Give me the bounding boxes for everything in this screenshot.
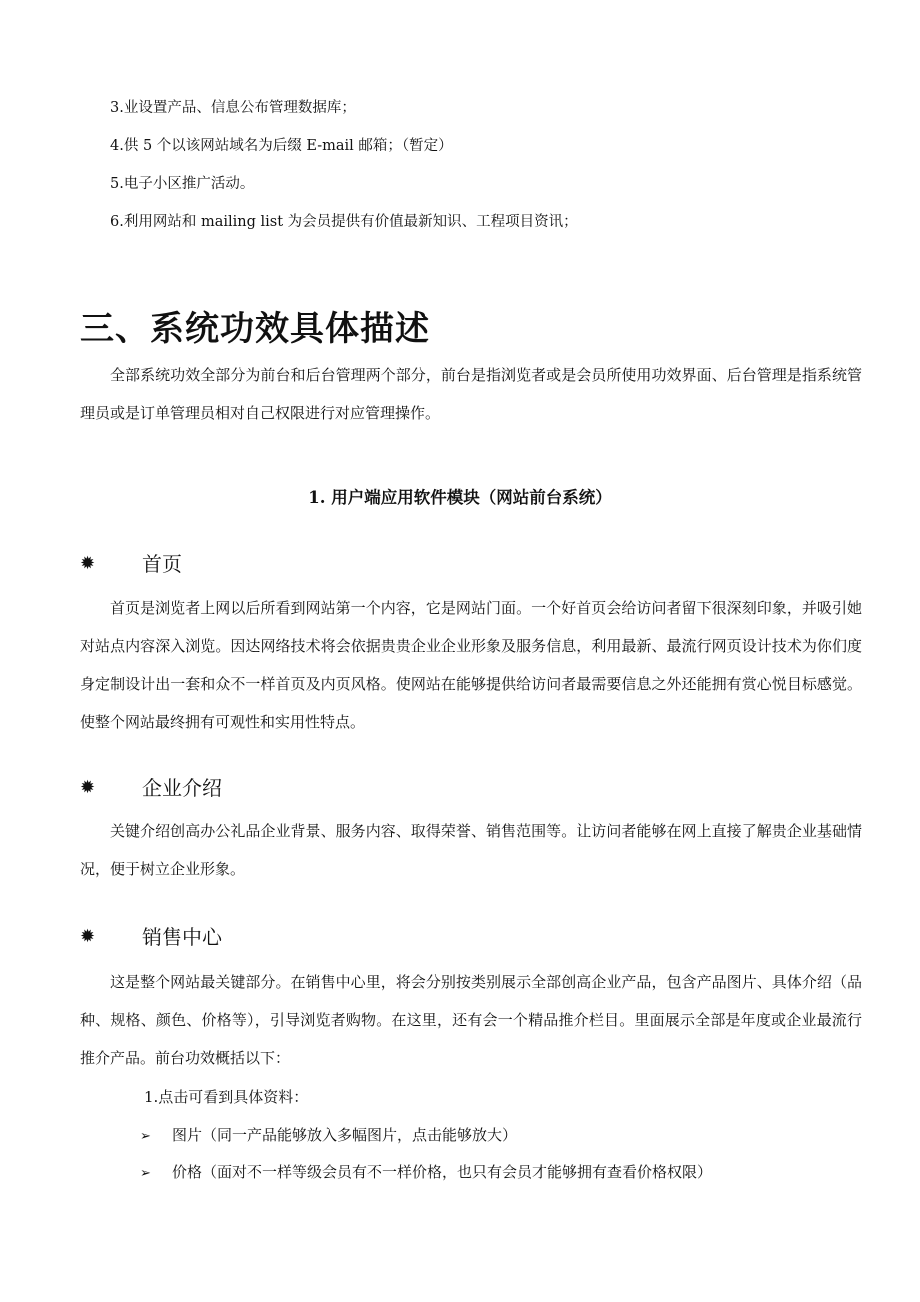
section-text-sales: 这是整个网站最关键部分。在销售中心里，将会分别按类别展示全部创高企业产品，包含产品图片、具体介绍（品种、规格、颜色、价格等），引导浏览者购物。在这里，还有会一个精品推介栏目。里面展示全部是年度或企业最流行推介产品。前台功效概括以下： xyxy=(80,973,862,1067)
chapter-title: 三、系统功效具体描述 xyxy=(80,309,430,349)
sales-sub-item: 1.点击可看到具体资料： xyxy=(144,1088,309,1106)
bullet-text: 价格（面对不一样等级会员有不一样价格，也只有会员才能够拥有查看价格权限） xyxy=(172,1163,713,1181)
section-title: 首页 xyxy=(142,552,182,576)
list-item-3: 3.业设置产品、信息公布管理数据库； xyxy=(110,100,356,116)
sun-star-icon: ✹ xyxy=(80,777,96,798)
bullet-text: 图片（同一产品能够放入多幅图片，点击能够放大） xyxy=(172,1126,518,1144)
sun-star-icon: ✹ xyxy=(80,926,96,947)
bullet-item xyxy=(140,1124,517,1148)
list-item-6: 6.利用网站和 mailing list 为会员提供有价值最新知识、工程项目资讯； xyxy=(110,214,578,230)
sun-star-icon: ✹ xyxy=(80,553,96,574)
section-text-company: 关键介绍创高办公礼品企业背景、服务内容、取得荣誉、销售范围等。让访问者能够在网上直接了解贵企业基础情况，便于树立企业形象。 xyxy=(80,822,862,878)
section-text-homepage: 首页是浏览者上网以后所看到网站第一个内容，它是网站门面。一个好首页会给访问者留下很深刻印象，并吸引她对站点内容深入浏览。因达网络技术将会依据贵贵企业企业形象及服务信息，利用最新、最流行网页设计技术为你们度身定制设计出一套和众不一样首页及内页风格。使网站在能够提供给访问者最需要信息之外还能拥有赏心悦目标感觉。使整个网站最终拥有可观性和实用性特点。 xyxy=(80,599,862,731)
list-item-5: 5.电子小区推广活动。 xyxy=(110,176,255,192)
chapter-intro: 全部系统功效全部分为前台和后台管理两个部分，前台是指浏览者或是会员所使用功效界面、后台管理是指系统管理员或是订单管理员相对自己权限进行对应管理操作。 xyxy=(80,366,862,422)
list-item-4: 4.供 5 个以该网站域名为后缀 E-mail 邮箱；（暂定） xyxy=(110,138,453,154)
bullet-item xyxy=(140,1161,712,1185)
section-title: 企业介绍 xyxy=(142,776,222,800)
module-heading: 1. 用户端应用软件模块（网站前台系统） xyxy=(308,488,612,507)
arrow-right-icon: ➢ xyxy=(140,1166,151,1181)
arrow-right-icon: ➢ xyxy=(140,1129,151,1144)
section-title: 销售中心 xyxy=(142,925,222,949)
